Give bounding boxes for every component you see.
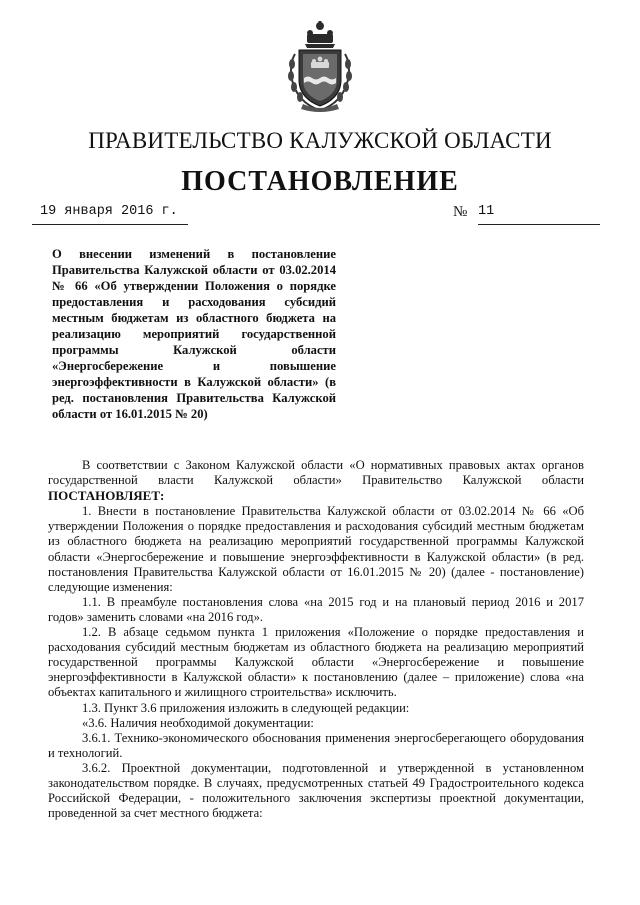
body-paragraph: 1. Внести в постановление Правительства Калужской области от 03.02.2014 № 66 «Об утверждении Положения о порядке предоставления и расходования субсидий местным бюджетам из областного бюджета на реализацию мероприятий государственной программы Калужской области «Энергосбережение и повышение энергоэффективности в Калужской области» (в ред. постановления Правительства Калужской области от 16.01.2015 № 20) (далее - постановление) следующие изменения: <box>48 504 584 594</box>
coat-of-arms-emblem <box>283 20 357 112</box>
document-subject: О внесении изменений в постановление Правительства Калужской области от 03.02.2014 № 66 «Об утверждении Положения о порядке предоставления и расходования субсидий местным бюджетам из областного бюджета на реализацию мероприятий государственной программы Калужской области «Энергосбережение и повышение энергоэффективности в Калужской области» (в ред. постановления Правительства Калужской области от 16.01.2015 № 20) <box>52 247 336 421</box>
body-paragraph: «3.6. Наличия необходимой документации: <box>82 715 314 730</box>
resolution-keyword: ПОСТАНОВЛЯЕТ: <box>48 488 165 504</box>
body-paragraph: 1.2. В абзаце седьмом пункта 1 приложения «Положение о порядке предоставления и расходования субсидий местным бюджетам из областного бюджета на реализацию мероприятий государственной программы Калужской области «Энергосбережение и повышение энергоэффективности в Калужской области» к постановлению (далее – приложение) слова «на объектах капитального и жилищного строительства» исключить. <box>48 625 584 700</box>
government-title: ПРАВИТЕЛЬСТВО КАЛУЖСКОЙ ОБЛАСТИ <box>88 128 552 153</box>
document-body <box>48 458 584 821</box>
body-paragraph: 1.3. Пункт 3.6 приложения изложить в следующей редакции: <box>82 700 410 715</box>
number-sign: № <box>453 204 468 220</box>
document-number: 11 <box>478 204 600 225</box>
document-date: 19 января 2016 г. <box>32 204 188 225</box>
body-paragraph: 3.6.2. Проектной документации, подготовленной и утвержденной в установленном законодательством порядке. В случаях, предусмотренных статьей 49 Градостроительного кодекса Российской Федерации, - положительного заключения экспертизы проектной документации, проведенной за счет местного бюджета: <box>48 760 584 821</box>
document-type-title: ПОСТАНОВЛЕНИЕ <box>181 166 459 197</box>
intro-paragraph: В соответствии с Законом Калужской области «О нормативных правовых актах органов государственной власти Калужской области» Правительство Калужской области ПОСТАНОВЛЯЕТ: <box>48 458 584 504</box>
body-paragraph: 1.1. В преамбуле постановления слова «на 2015 год и на плановый период 2016 и 2017 годов» заменить словами «на 2016 год». <box>48 594 584 624</box>
body-paragraph: 3.6.1. Технико-экономического обоснования применения энергосберегающего оборудования и технологий. <box>48 730 584 760</box>
